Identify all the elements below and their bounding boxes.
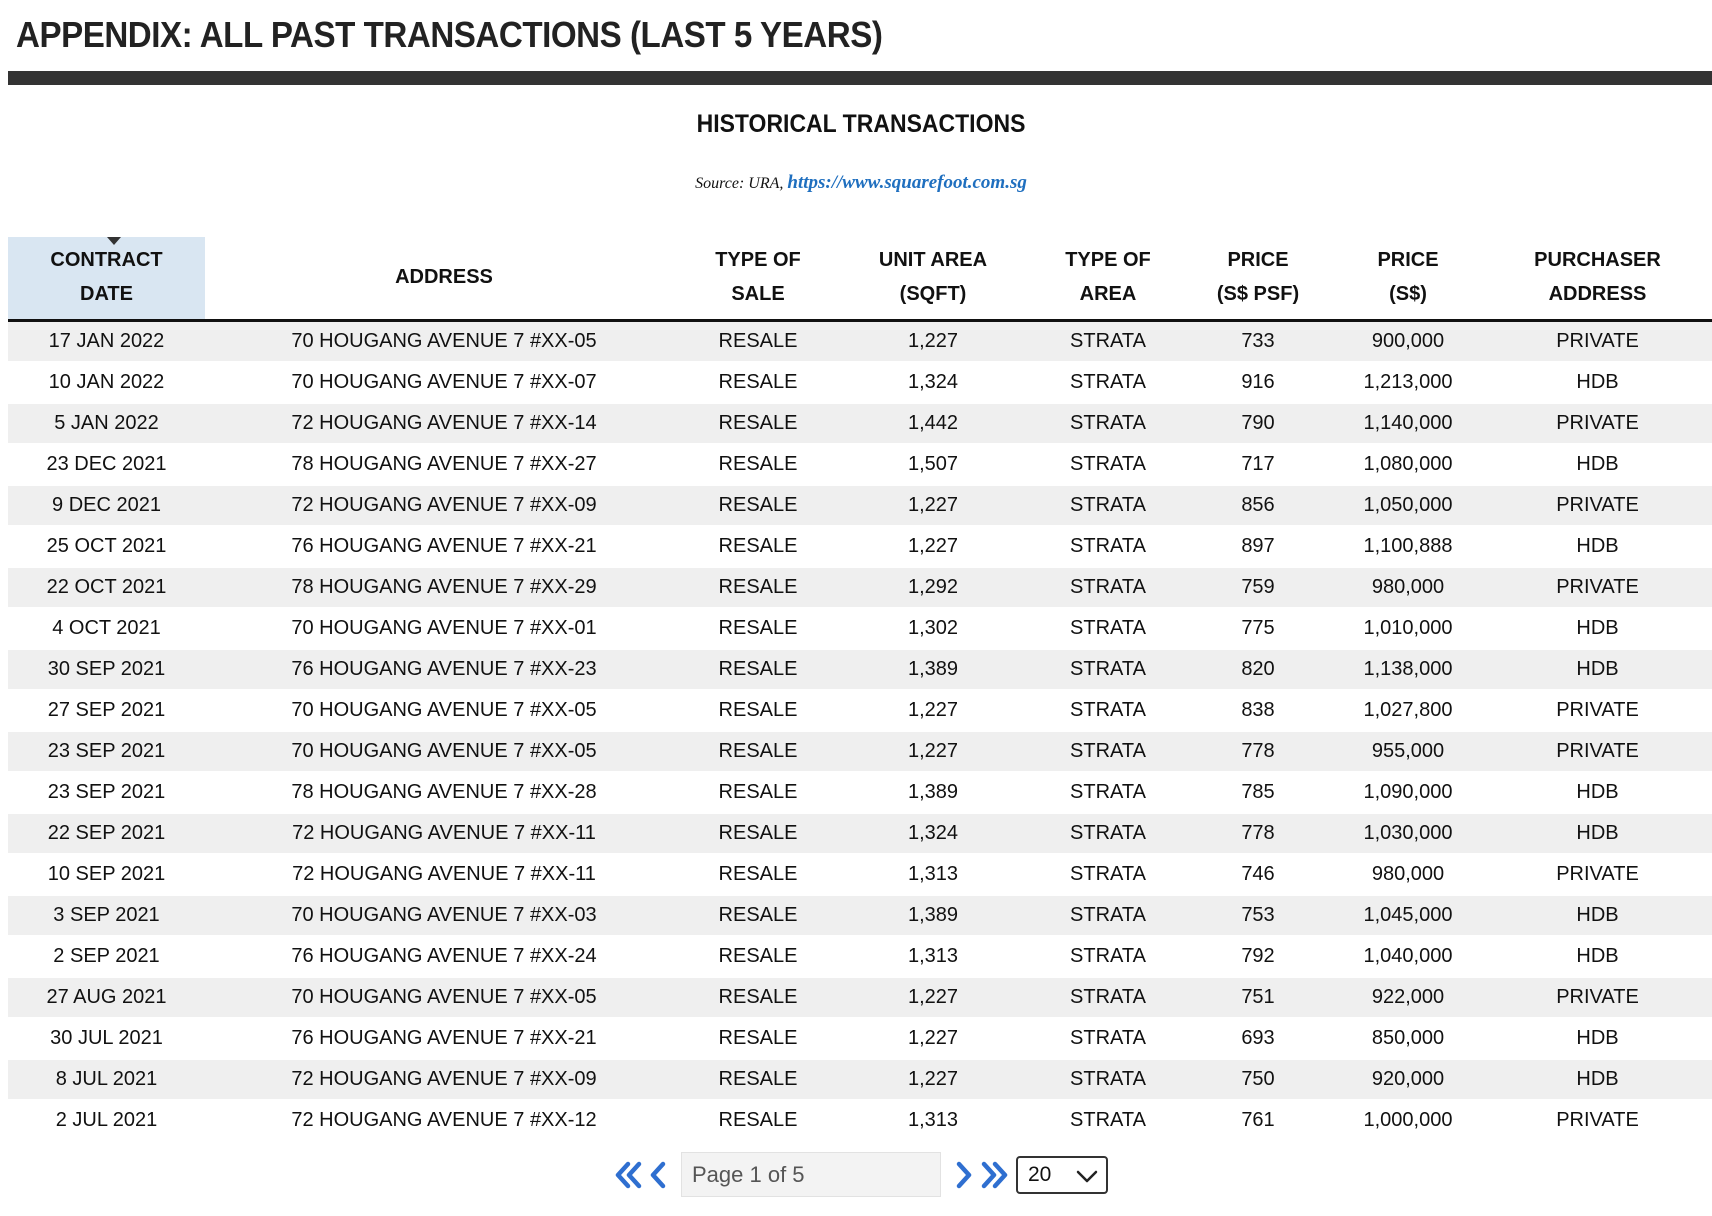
cell-price-psf: 751 xyxy=(1183,977,1333,1018)
page-title: APPENDIX: ALL PAST TRANSACTIONS (LAST 5 YEARS) xyxy=(16,14,883,55)
cell-price: 1,080,000 xyxy=(1333,444,1483,485)
cell-type-of-area: STRATA xyxy=(1033,1100,1183,1141)
cell-address: 70 HOUGANG AVENUE 7 #XX-07 xyxy=(205,362,683,403)
cell-type-of-sale: RESALE xyxy=(683,649,833,690)
cell-price-psf: 778 xyxy=(1183,813,1333,854)
column-header-address[interactable] xyxy=(205,237,683,321)
cell-unit-area: 1,227 xyxy=(833,731,1033,772)
cell-price-psf: 790 xyxy=(1183,403,1333,444)
cell-price: 1,030,000 xyxy=(1333,813,1483,854)
cell-price-psf: 897 xyxy=(1183,526,1333,567)
column-header-price-psf[interactable] xyxy=(1183,237,1333,321)
cell-unit-area: 1,313 xyxy=(833,854,1033,895)
cell-price: 980,000 xyxy=(1333,567,1483,608)
cell-type-of-sale: RESALE xyxy=(683,772,833,813)
cell-contract-date: 8 JUL 2021 xyxy=(8,1059,205,1100)
table-row xyxy=(8,690,1712,731)
cell-type-of-area: STRATA xyxy=(1033,854,1183,895)
cell-type-of-sale: RESALE xyxy=(683,608,833,649)
cell-purchaser-address: HDB xyxy=(1483,1059,1712,1100)
cell-type-of-sale: RESALE xyxy=(683,362,833,403)
table-row xyxy=(8,608,1712,649)
table-row xyxy=(8,772,1712,813)
cell-price: 850,000 xyxy=(1333,1018,1483,1059)
cell-address: 72 HOUGANG AVENUE 7 #XX-09 xyxy=(205,485,683,526)
cell-type-of-sale: RESALE xyxy=(683,1018,833,1059)
cell-unit-area: 1,507 xyxy=(833,444,1033,485)
cell-type-of-area: STRATA xyxy=(1033,1059,1183,1100)
cell-address: 72 HOUGANG AVENUE 7 #XX-09 xyxy=(205,1059,683,1100)
cell-unit-area: 1,227 xyxy=(833,1059,1033,1100)
cell-type-of-sale: RESALE xyxy=(683,403,833,444)
cell-price-psf: 753 xyxy=(1183,895,1333,936)
cell-type-of-area: STRATA xyxy=(1033,936,1183,977)
column-header-line2: (SQFT) xyxy=(899,283,967,305)
cell-type-of-area: STRATA xyxy=(1033,321,1183,363)
cell-price-psf: 761 xyxy=(1183,1100,1333,1141)
cell-purchaser-address: PRIVATE xyxy=(1483,977,1712,1018)
table-row xyxy=(8,649,1712,690)
cell-type-of-area: STRATA xyxy=(1033,649,1183,690)
cell-price-psf: 717 xyxy=(1183,444,1333,485)
cell-type-of-sale: RESALE xyxy=(683,731,833,772)
cell-unit-area: 1,442 xyxy=(833,403,1033,444)
cell-type-of-sale: RESALE xyxy=(683,526,833,567)
cell-address: 76 HOUGANG AVENUE 7 #XX-21 xyxy=(205,526,683,567)
column-header-line2: (S$ PSF) xyxy=(1216,283,1300,305)
column-header-line1: ADDRESS xyxy=(395,266,493,288)
column-header-purchaser-address[interactable] xyxy=(1483,237,1712,321)
cell-unit-area: 1,313 xyxy=(833,936,1033,977)
cell-contract-date: 23 DEC 2021 xyxy=(8,444,205,485)
table-row xyxy=(8,362,1712,403)
cell-type-of-sale: RESALE xyxy=(683,1100,833,1141)
cell-contract-date: 30 JUL 2021 xyxy=(8,1018,205,1059)
section-title: HISTORICAL TRANSACTIONS xyxy=(696,110,1026,138)
cell-address: 70 HOUGANG AVENUE 7 #XX-05 xyxy=(205,321,683,363)
table-row xyxy=(8,936,1712,977)
cell-address: 78 HOUGANG AVENUE 7 #XX-27 xyxy=(205,444,683,485)
cell-price-psf: 916 xyxy=(1183,362,1333,403)
table-row xyxy=(8,813,1712,854)
cell-unit-area: 1,227 xyxy=(833,977,1033,1018)
cell-type-of-sale: RESALE xyxy=(683,485,833,526)
cell-purchaser-address: PRIVATE xyxy=(1483,403,1712,444)
cell-price-psf: 693 xyxy=(1183,1018,1333,1059)
cell-price: 1,213,000 xyxy=(1333,362,1483,403)
cell-type-of-sale: RESALE xyxy=(683,690,833,731)
cell-price: 922,000 xyxy=(1333,977,1483,1018)
column-header-line1: PRICE xyxy=(1377,249,1439,271)
cell-address: 76 HOUGANG AVENUE 7 #XX-21 xyxy=(205,1018,683,1059)
cell-type-of-area: STRATA xyxy=(1033,362,1183,403)
cell-price: 900,000 xyxy=(1333,321,1483,363)
cell-price: 980,000 xyxy=(1333,854,1483,895)
cell-address: 70 HOUGANG AVENUE 7 #XX-01 xyxy=(205,608,683,649)
cell-purchaser-address: HDB xyxy=(1483,649,1712,690)
cell-contract-date: 2 SEP 2021 xyxy=(8,936,205,977)
cell-price: 920,000 xyxy=(1333,1059,1483,1100)
page-size-value: 20 xyxy=(1028,1163,1052,1186)
table-row xyxy=(8,1100,1712,1141)
cell-unit-area: 1,227 xyxy=(833,321,1033,363)
cell-address: 78 HOUGANG AVENUE 7 #XX-28 xyxy=(205,772,683,813)
cell-contract-date: 27 AUG 2021 xyxy=(8,977,205,1018)
cell-type-of-area: STRATA xyxy=(1033,526,1183,567)
cell-type-of-area: STRATA xyxy=(1033,813,1183,854)
table-header-row xyxy=(8,237,1712,321)
cell-unit-area: 1,324 xyxy=(833,362,1033,403)
cell-address: 76 HOUGANG AVENUE 7 #XX-23 xyxy=(205,649,683,690)
cell-type-of-sale: RESALE xyxy=(683,1059,833,1100)
column-header-line2: ADDRESS xyxy=(1548,283,1647,305)
cell-address: 70 HOUGANG AVENUE 7 #XX-05 xyxy=(205,731,683,772)
table-row xyxy=(8,1059,1712,1100)
cell-price-psf: 838 xyxy=(1183,690,1333,731)
column-header-type-of-sale[interactable] xyxy=(683,237,833,321)
cell-unit-area: 1,292 xyxy=(833,567,1033,608)
cell-unit-area: 1,389 xyxy=(833,649,1033,690)
table-row xyxy=(8,403,1712,444)
table-row xyxy=(8,321,1712,363)
cell-purchaser-address: HDB xyxy=(1483,895,1712,936)
cell-unit-area: 1,227 xyxy=(833,690,1033,731)
column-header-contract-date[interactable] xyxy=(8,237,205,321)
chevron-left-icon[interactable] xyxy=(642,1158,676,1192)
cell-purchaser-address: HDB xyxy=(1483,608,1712,649)
cell-address: 72 HOUGANG AVENUE 7 #XX-11 xyxy=(205,854,683,895)
table-row xyxy=(8,485,1712,526)
cell-price-psf: 733 xyxy=(1183,321,1333,363)
cell-contract-date: 10 JAN 2022 xyxy=(8,362,205,403)
cell-purchaser-address: HDB xyxy=(1483,936,1712,977)
cell-price: 1,138,000 xyxy=(1333,649,1483,690)
cell-type-of-area: STRATA xyxy=(1033,1018,1183,1059)
column-header-line1: PURCHASER xyxy=(1534,249,1661,271)
title-divider xyxy=(8,71,1712,85)
cell-address: 72 HOUGANG AVENUE 7 #XX-11 xyxy=(205,813,683,854)
column-header-line1: TYPE OF xyxy=(715,249,801,271)
cell-type-of-sale: RESALE xyxy=(683,444,833,485)
column-header-line2: AREA xyxy=(1079,283,1137,305)
sort-descending-icon xyxy=(107,237,121,245)
cell-contract-date: 17 JAN 2022 xyxy=(8,321,205,363)
cell-price-psf: 778 xyxy=(1183,731,1333,772)
cell-type-of-area: STRATA xyxy=(1033,567,1183,608)
cell-type-of-area: STRATA xyxy=(1033,608,1183,649)
cell-purchaser-address: HDB xyxy=(1483,1018,1712,1059)
source-prefix: Source: URA, xyxy=(695,175,788,192)
column-header-unit-area[interactable] xyxy=(833,237,1033,321)
cell-address: 70 HOUGANG AVENUE 7 #XX-05 xyxy=(205,690,683,731)
cell-price: 1,100,888 xyxy=(1333,526,1483,567)
cell-price: 1,050,000 xyxy=(1333,485,1483,526)
column-header-price[interactable] xyxy=(1333,237,1483,321)
cell-address: 76 HOUGANG AVENUE 7 #XX-24 xyxy=(205,936,683,977)
cell-contract-date: 30 SEP 2021 xyxy=(8,649,205,690)
cell-contract-date: 27 SEP 2021 xyxy=(8,690,205,731)
cell-type-of-area: STRATA xyxy=(1033,895,1183,936)
cell-contract-date: 3 SEP 2021 xyxy=(8,895,205,936)
cell-contract-date: 22 SEP 2021 xyxy=(8,813,205,854)
column-header-line1: CONTRACT xyxy=(50,249,163,271)
cell-contract-date: 23 SEP 2021 xyxy=(8,731,205,772)
cell-purchaser-address: HDB xyxy=(1483,362,1712,403)
cell-unit-area: 1,227 xyxy=(833,526,1033,567)
source-note xyxy=(0,172,1712,194)
cell-price-psf: 792 xyxy=(1183,936,1333,977)
column-header-type-of-area[interactable] xyxy=(1033,237,1183,321)
cell-price: 1,140,000 xyxy=(1333,403,1483,444)
cell-price: 1,000,000 xyxy=(1333,1100,1483,1141)
cell-contract-date: 9 DEC 2021 xyxy=(8,485,205,526)
cell-type-of-area: STRATA xyxy=(1033,772,1183,813)
cell-price-psf: 750 xyxy=(1183,1059,1333,1100)
cell-contract-date: 25 OCT 2021 xyxy=(8,526,205,567)
double-chevron-right-icon[interactable] xyxy=(977,1158,1011,1192)
column-header-line1: UNIT AREA xyxy=(878,249,988,271)
pagination-bar xyxy=(0,1152,1712,1197)
cell-purchaser-address: PRIVATE xyxy=(1483,731,1712,772)
table-row xyxy=(8,444,1712,485)
cell-type-of-sale: RESALE xyxy=(683,977,833,1018)
cell-type-of-sale: RESALE xyxy=(683,854,833,895)
cell-price: 1,045,000 xyxy=(1333,895,1483,936)
cell-type-of-area: STRATA xyxy=(1033,403,1183,444)
column-header-line2: SALE xyxy=(731,283,785,305)
chevron-right-icon[interactable] xyxy=(946,1158,980,1192)
cell-purchaser-address: PRIVATE xyxy=(1483,690,1712,731)
cell-price: 1,040,000 xyxy=(1333,936,1483,977)
table-row xyxy=(8,895,1712,936)
cell-unit-area: 1,227 xyxy=(833,485,1033,526)
cell-price-psf: 775 xyxy=(1183,608,1333,649)
table-row xyxy=(8,731,1712,772)
column-header-line2: DATE xyxy=(80,283,133,305)
cell-purchaser-address: PRIVATE xyxy=(1483,321,1712,363)
cell-type-of-area: STRATA xyxy=(1033,690,1183,731)
table-row xyxy=(8,854,1712,895)
cell-price: 1,027,800 xyxy=(1333,690,1483,731)
cell-purchaser-address: PRIVATE xyxy=(1483,1100,1712,1141)
page-size-select[interactable] xyxy=(1016,1156,1108,1194)
cell-purchaser-address: HDB xyxy=(1483,526,1712,567)
cell-unit-area: 1,324 xyxy=(833,813,1033,854)
cell-type-of-sale: RESALE xyxy=(683,895,833,936)
cell-purchaser-address: PRIVATE xyxy=(1483,854,1712,895)
cell-contract-date: 10 SEP 2021 xyxy=(8,854,205,895)
cell-address: 70 HOUGANG AVENUE 7 #XX-05 xyxy=(205,977,683,1018)
transactions-table xyxy=(8,237,1712,1142)
cell-purchaser-address: HDB xyxy=(1483,444,1712,485)
cell-contract-date: 2 JUL 2021 xyxy=(8,1100,205,1141)
page-indicator[interactable]: Page 1 of 5 xyxy=(681,1152,941,1197)
double-chevron-left-icon[interactable] xyxy=(612,1158,646,1192)
cell-purchaser-address: PRIVATE xyxy=(1483,485,1712,526)
cell-contract-date: 23 SEP 2021 xyxy=(8,772,205,813)
cell-purchaser-address: HDB xyxy=(1483,813,1712,854)
cell-price-psf: 759 xyxy=(1183,567,1333,608)
cell-contract-date: 4 OCT 2021 xyxy=(8,608,205,649)
cell-price: 955,000 xyxy=(1333,731,1483,772)
cell-address: 72 HOUGANG AVENUE 7 #XX-14 xyxy=(205,403,683,444)
cell-address: 78 HOUGANG AVENUE 7 #XX-29 xyxy=(205,567,683,608)
cell-type-of-sale: RESALE xyxy=(683,813,833,854)
cell-type-of-area: STRATA xyxy=(1033,485,1183,526)
table-body xyxy=(8,321,1712,1142)
column-header-line1: TYPE OF xyxy=(1065,249,1151,271)
cell-purchaser-address: HDB xyxy=(1483,772,1712,813)
cell-price: 1,090,000 xyxy=(1333,772,1483,813)
chevron-down-icon xyxy=(1076,1170,1098,1184)
column-header-line1: PRICE xyxy=(1227,249,1289,271)
cell-price-psf: 820 xyxy=(1183,649,1333,690)
table-row xyxy=(8,1018,1712,1059)
cell-address: 72 HOUGANG AVENUE 7 #XX-12 xyxy=(205,1100,683,1141)
cell-type-of-area: STRATA xyxy=(1033,731,1183,772)
cell-type-of-area: STRATA xyxy=(1033,977,1183,1018)
source-link[interactable]: https://www.squarefoot.com.sg xyxy=(787,172,1027,193)
cell-price-psf: 785 xyxy=(1183,772,1333,813)
cell-purchaser-address: PRIVATE xyxy=(1483,567,1712,608)
cell-contract-date: 5 JAN 2022 xyxy=(8,403,205,444)
cell-price-psf: 746 xyxy=(1183,854,1333,895)
table-row xyxy=(8,567,1712,608)
cell-address: 70 HOUGANG AVENUE 7 #XX-03 xyxy=(205,895,683,936)
cell-price: 1,010,000 xyxy=(1333,608,1483,649)
cell-unit-area: 1,227 xyxy=(833,1018,1033,1059)
column-header-line2: (S$) xyxy=(1389,283,1427,305)
cell-unit-area: 1,389 xyxy=(833,895,1033,936)
cell-unit-area: 1,389 xyxy=(833,772,1033,813)
cell-contract-date: 22 OCT 2021 xyxy=(8,567,205,608)
cell-price-psf: 856 xyxy=(1183,485,1333,526)
table-row xyxy=(8,526,1712,567)
table-row xyxy=(8,977,1712,1018)
cell-type-of-sale: RESALE xyxy=(683,936,833,977)
cell-unit-area: 1,313 xyxy=(833,1100,1033,1141)
cell-unit-area: 1,302 xyxy=(833,608,1033,649)
cell-type-of-sale: RESALE xyxy=(683,567,833,608)
cell-type-of-area: STRATA xyxy=(1033,444,1183,485)
cell-type-of-sale: RESALE xyxy=(683,321,833,363)
